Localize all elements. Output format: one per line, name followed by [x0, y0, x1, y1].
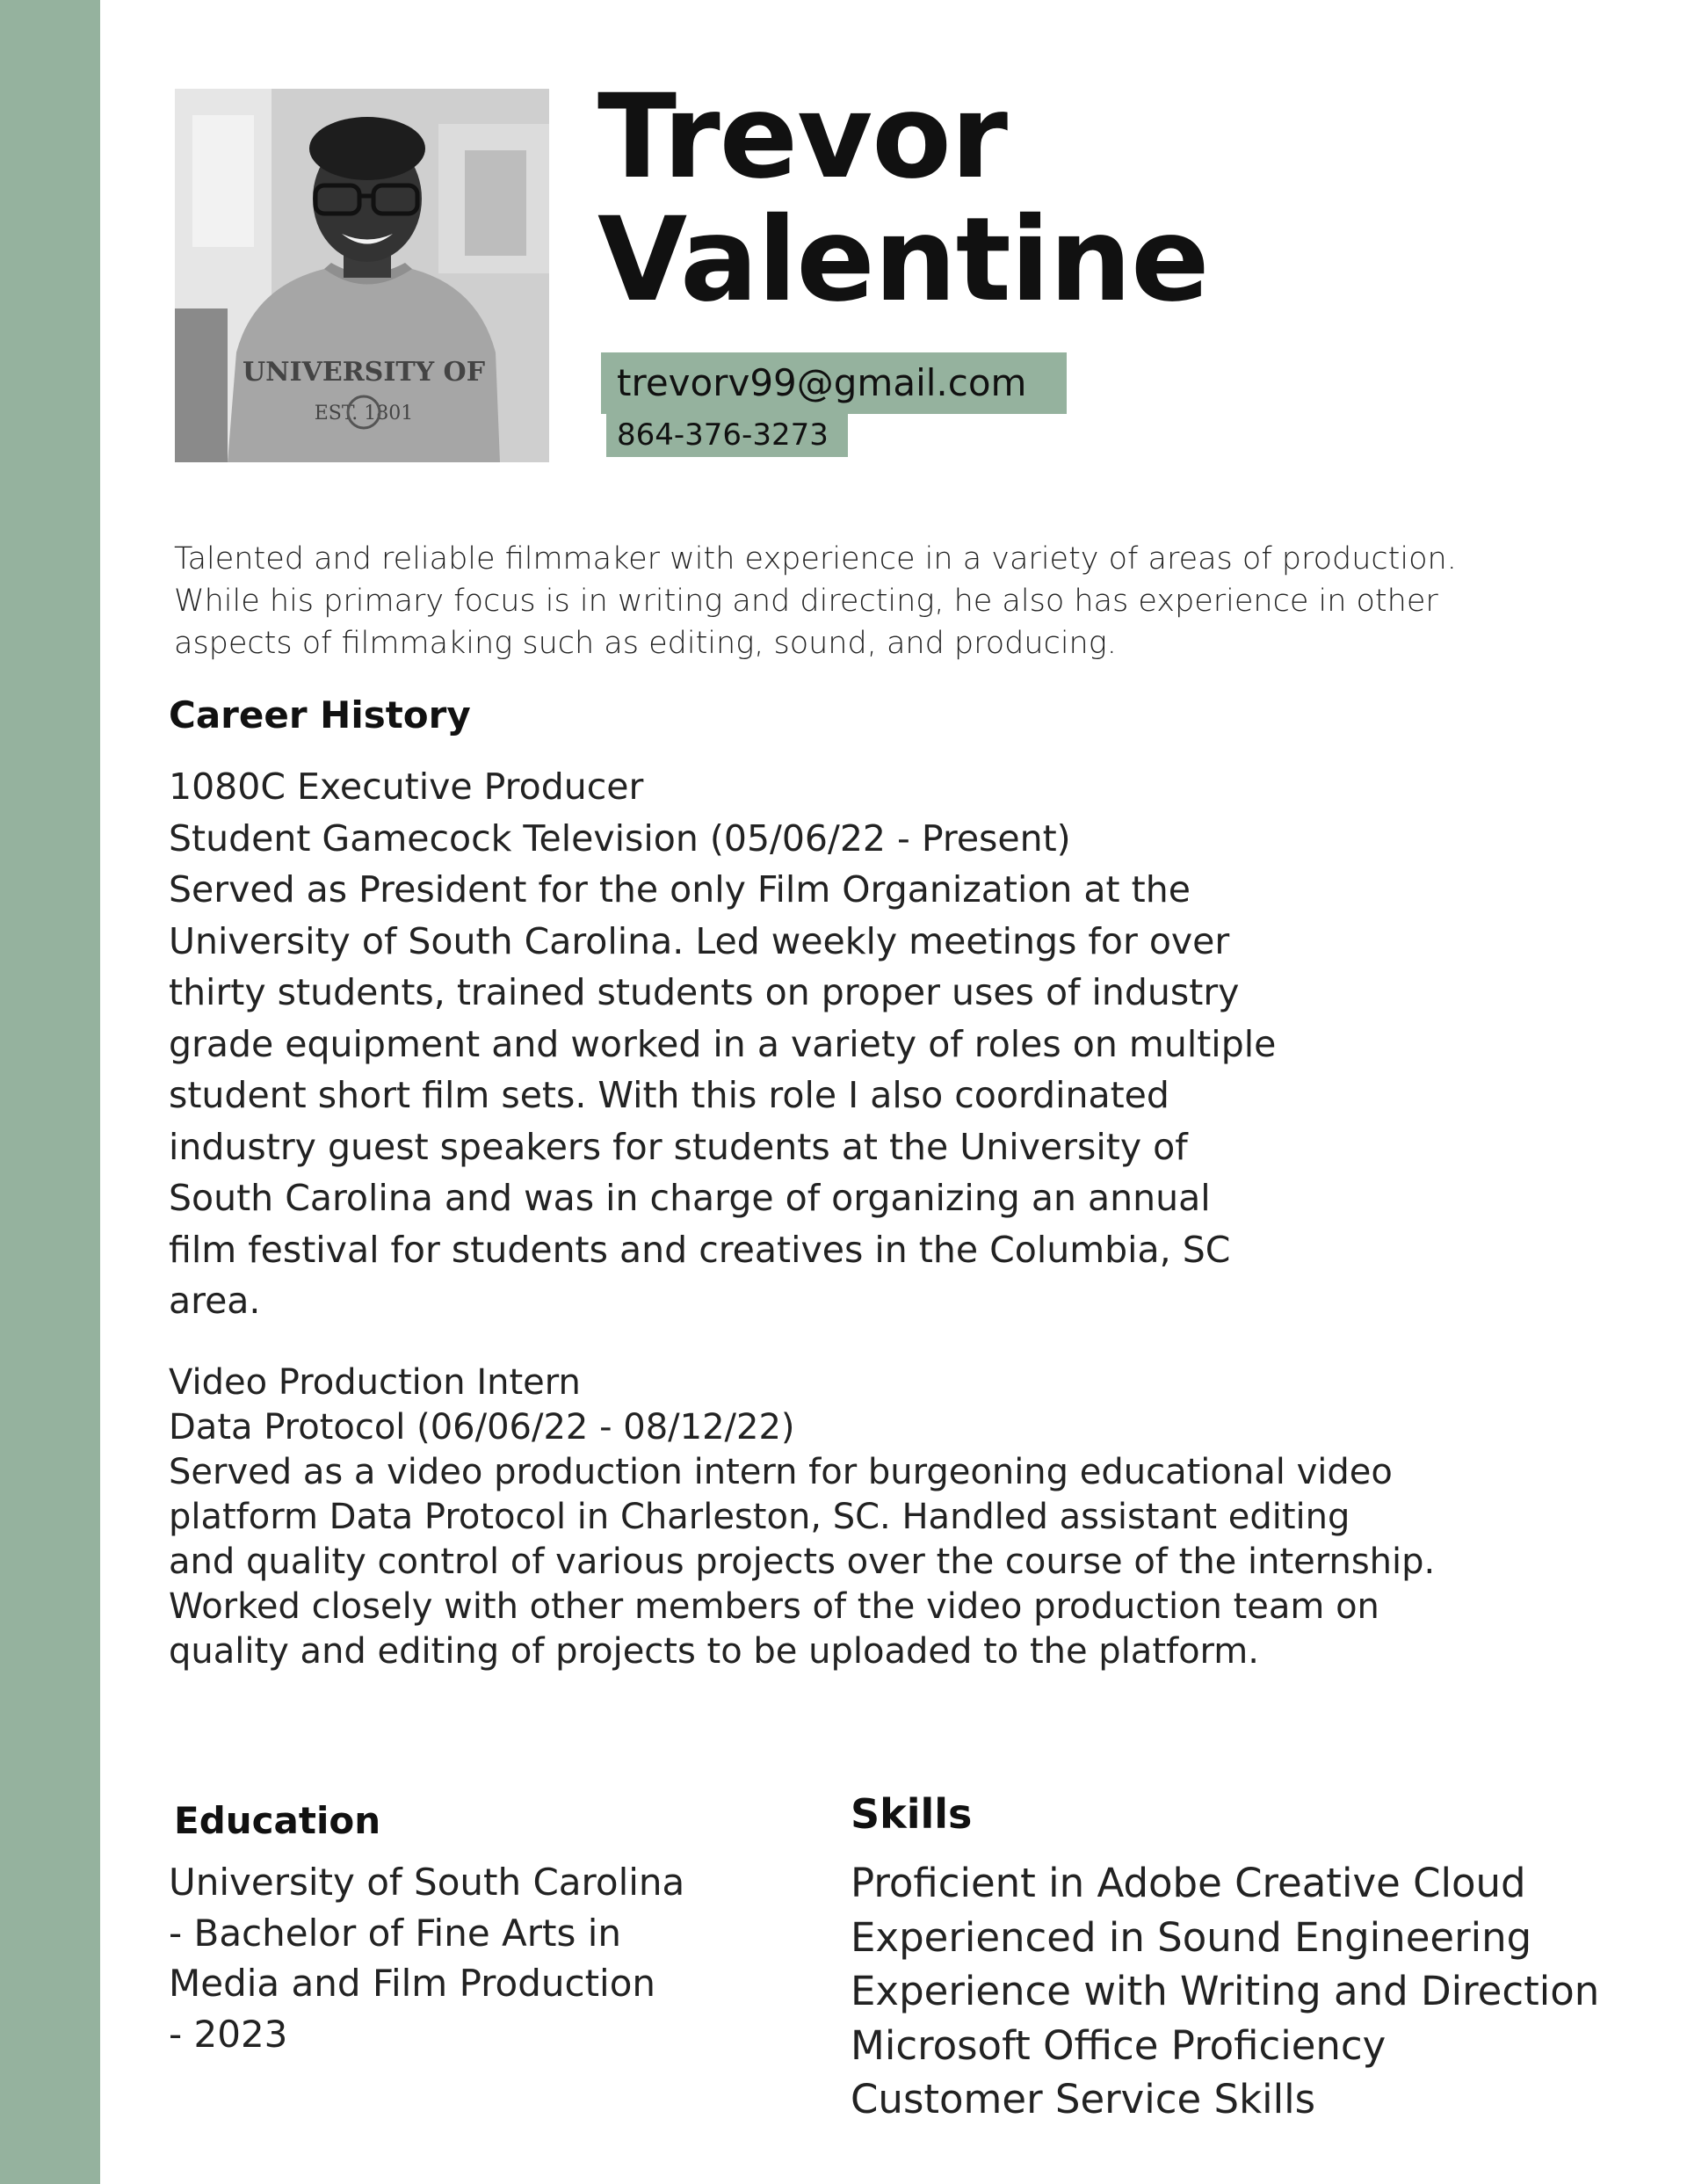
job-organization: Data Protocol (06/06/22 - 08/12/22)	[169, 1407, 795, 1448]
education-line: - 2023	[169, 2012, 288, 2056]
job-description-line: Served as President for the only Film Organization at the	[169, 868, 1191, 911]
summary-line: aspects of filmmaking such as editing, sound, and producing.	[174, 626, 1117, 661]
job-entry	[169, 761, 1399, 1327]
summary-line: Talented and reliable filmmaker with experience in a variety of areas of production.	[174, 541, 1457, 577]
education-entry	[169, 1857, 784, 2059]
portrait-illustration	[175, 89, 549, 462]
job-description-line: platform Data Protocol in Charleston, SC. Handled assistant editing	[169, 1497, 1350, 1537]
job-description-line: quality and editing of projects to be uploaded to the platform.	[169, 1631, 1259, 1672]
email-address[interactable]: trevorv99@gmail.com	[601, 352, 1067, 414]
job-description-line: thirty students, trained students on proper uses of industry	[169, 971, 1240, 1013]
job-description-line: student short film sets. With this role I also coordinated	[169, 1074, 1169, 1116]
job-description-line: industry guest speakers for students at the University of	[169, 1125, 1188, 1168]
first-name: Trevor	[597, 69, 1007, 205]
full-name	[597, 69, 1209, 328]
last-name: Valentine	[597, 192, 1209, 328]
job-entry	[169, 1360, 1575, 1674]
job-description-line: area.	[169, 1280, 261, 1322]
summary-line: While his primary focus is in writing and directing, he also has experience in other	[174, 584, 1438, 619]
sweatshirt-subtext: EST. 1801	[314, 403, 414, 424]
skill-item: Experience with Writing and Direction	[851, 1968, 1600, 2014]
skill-item: Experienced in Sound Engineering	[851, 1913, 1532, 1961]
phone-number[interactable]: 864-376-3273	[606, 413, 848, 457]
job-description-line: Worked closely with other members of the video production team on	[169, 1586, 1379, 1627]
skill-item: Customer Service Skills	[851, 2076, 1316, 2122]
job-description-line: University of South Carolina. Led weekly meetings for over	[169, 919, 1230, 962]
job-description-line: grade equipment and worked in a variety of roles on multiple	[169, 1022, 1277, 1065]
skills-list	[851, 1856, 1641, 2127]
education-line: University of South Carolina	[169, 1861, 685, 1904]
profile-photo	[175, 89, 549, 462]
education-line: Media and Film Production	[169, 1962, 656, 2005]
job-title: Video Production Intern	[169, 1362, 581, 1403]
job-organization: Student Gamecock Television (05/06/22 - Present)	[169, 816, 1071, 860]
job-title: 1080C Executive Producer	[169, 765, 644, 808]
job-description-line: film festival for students and creatives in the Columbia, SC	[169, 1228, 1231, 1271]
sweatshirt-text: UNIVERSITY OF	[242, 357, 486, 388]
skill-item: Microsoft Office Proficiency	[851, 2021, 1387, 2069]
skill-item: Proficient in Adobe Creative Cloud	[851, 1860, 1526, 1906]
job-description-line: South Carolina and was in charge of organizing an annual	[169, 1177, 1211, 1219]
job-description-line: and quality control of various projects over the course of the internship.	[169, 1542, 1436, 1582]
education-line: - Bachelor of Fine Arts in	[169, 1911, 621, 1955]
job-description-line: Served as a video production intern for burgeoning educational video	[169, 1452, 1393, 1492]
career-history-heading: Career History	[169, 693, 471, 736]
skills-heading: Skills	[851, 1790, 973, 1838]
accent-sidebar	[0, 0, 100, 2184]
education-heading: Education	[174, 1799, 381, 1842]
profile-summary	[174, 538, 1580, 664]
